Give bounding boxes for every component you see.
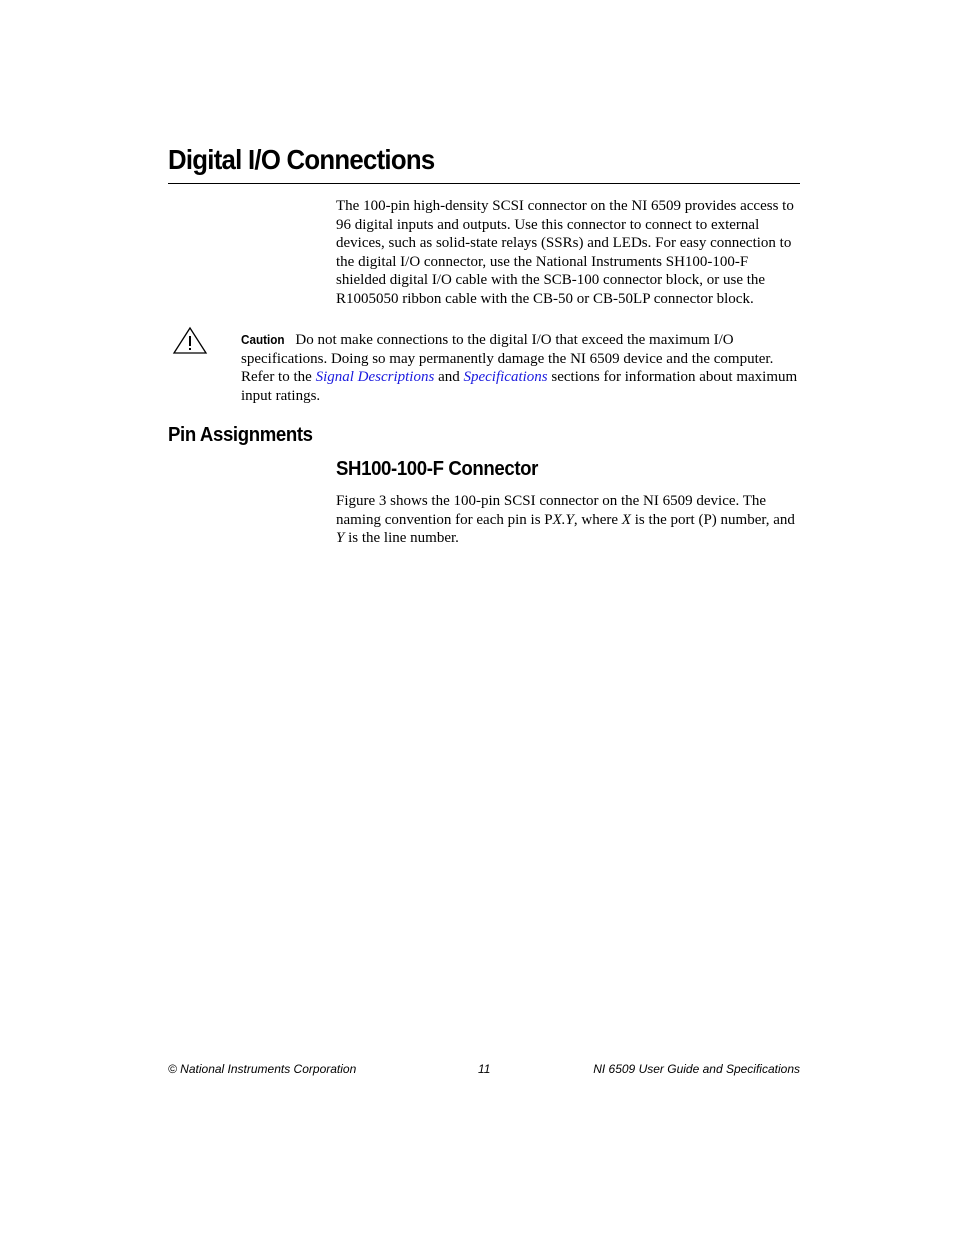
- footer-page-number: 11: [478, 1062, 491, 1076]
- caution-text-mid: and: [438, 369, 460, 386]
- para-text-3: is the port (P) number, and: [634, 511, 795, 528]
- para-text-1: Figure 3 shows the 100-pin SCSI connector on the NI 6509 device. The naming convention for each pin is P: [336, 493, 767, 528]
- para-text-2: , where: [573, 511, 619, 528]
- connector-paragraph: [336, 492, 800, 548]
- specifications-link[interactable]: Specifications: [463, 369, 548, 386]
- page-title: Digital I/O Connections: [168, 144, 435, 175]
- var-y: Y: [336, 530, 345, 547]
- footer-copyright: © National Instruments Corporation: [168, 1062, 357, 1076]
- caution-label: Caution: [241, 332, 285, 347]
- subsection-heading-connector: SH100-100-F Connector: [336, 458, 539, 480]
- para-text-4: is the line number.: [348, 530, 459, 547]
- intro-paragraph: The 100-pin high-density SCSI connector on the NI 6509 provides access to 96 digital inputs and outputs. Use this connector to connect to external devices, such as solid-state relays (SSRs) and LEDs. For easy connection to the digital I/O connector, use the National Instruments SH100-100-F shielded digital I/O cable with the SCB-100 connector block, or use the R1005050 ribbon cable with the CB-50 or CB-50LP connector block.: [336, 198, 794, 307]
- footer-doc-title: NI 6509 User Guide and Specifications: [593, 1062, 800, 1076]
- warning-triangle-icon: [172, 326, 208, 356]
- title-rule: [168, 183, 800, 184]
- caution-text-before: Do not make connections to the digital I/O that exceed the maximum I/O specifications. Doing so may permanently damage the NI 6509 device and the computer. Refer to the: [241, 332, 774, 386]
- caution-note: [241, 331, 801, 405]
- signal-descriptions-link[interactable]: Signal Descriptions: [315, 369, 435, 386]
- section-heading-pin-assignments: Pin Assignments: [168, 424, 313, 446]
- caution-text-after: sections for information about maximum input ratings.: [241, 369, 798, 404]
- var-xy: X.Y: [552, 511, 574, 528]
- var-x: X: [621, 511, 631, 528]
